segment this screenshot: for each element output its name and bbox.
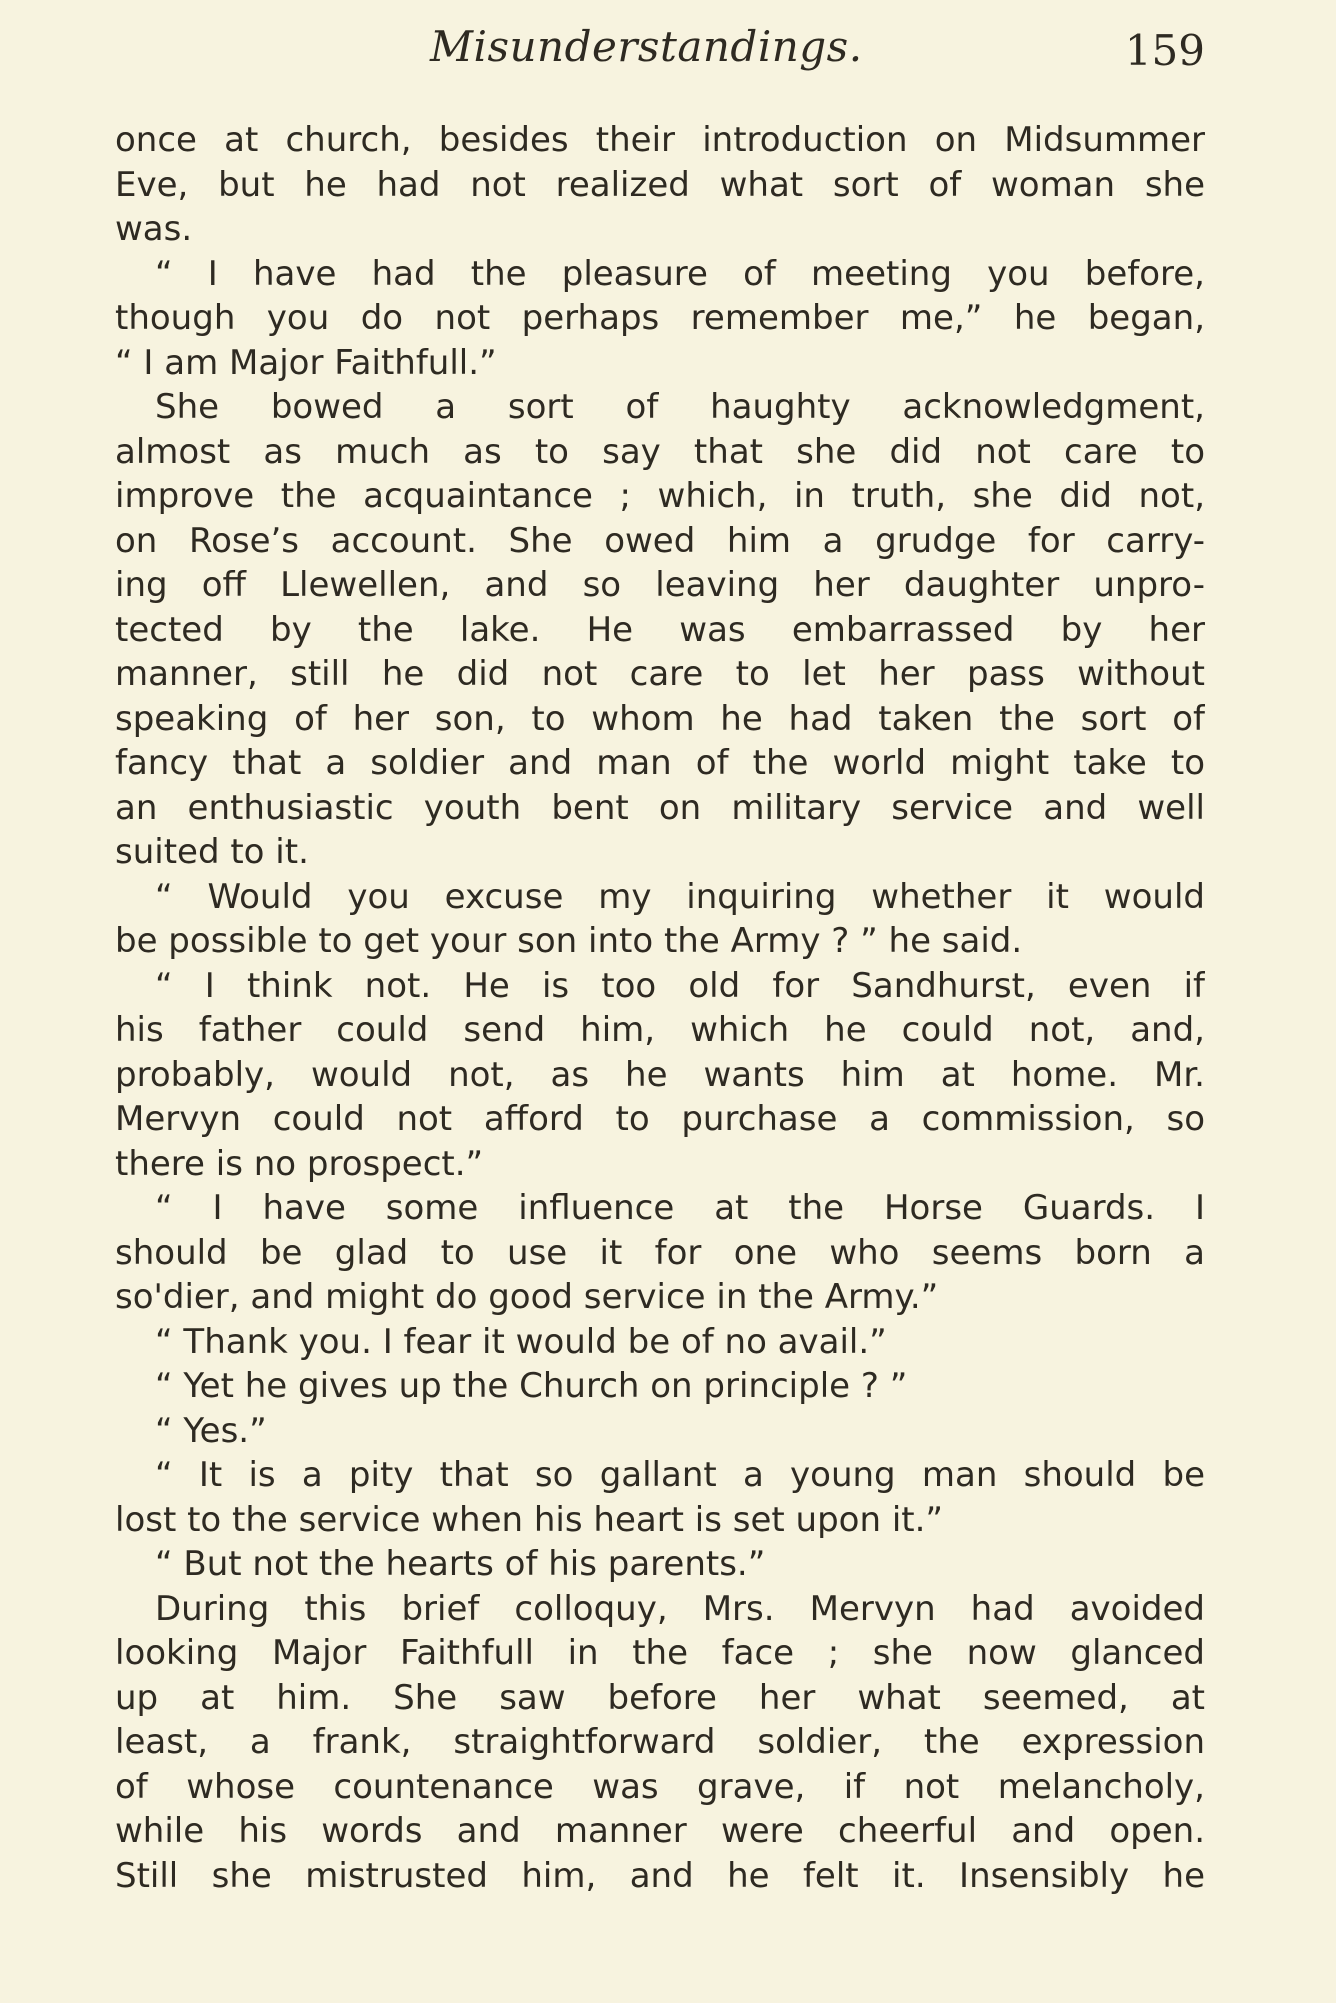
- text-line: was.: [115, 209, 193, 249]
- text-line: fancy that a soldier and man of the world might take to: [115, 743, 1205, 783]
- page-number: 159: [1124, 26, 1205, 75]
- text-line: though you do not perhaps remember me,” he began,: [115, 298, 1205, 338]
- text-line: his father could send him, which he could not, and,: [115, 1010, 1205, 1050]
- text-line: During this brief colloquy, Mrs. Mervyn had avoided: [155, 1588, 1205, 1629]
- text-line: She bowed a sort of haughty acknowledgment,: [155, 387, 1205, 427]
- text-line: Eve, but he had not realized what sort of woman she: [115, 164, 1205, 205]
- text-line: of whose countenance was grave, if not melancholy,: [115, 1766, 1205, 1807]
- text-line: so'dier, and might do good service in the Army.”: [115, 1277, 939, 1317]
- text-line: looking Major Faithfull in the face ; she now glanced: [115, 1633, 1205, 1673]
- text-line: “ I have some influence at the Horse Guards. I: [155, 1188, 1205, 1228]
- running-title: Misunderstandings.: [430, 22, 863, 71]
- text-line: suited to it.: [115, 832, 309, 872]
- text-line: should be glad to use it for one who seems born a: [115, 1232, 1205, 1273]
- text-line: improve the acquaintance ; which, in truth, she did not,: [115, 476, 1205, 516]
- text-line: up at him. She saw before her what seemed, at: [115, 1677, 1205, 1718]
- text-line: “ Would you excuse my inquiring whether it would: [155, 876, 1205, 917]
- text-line: “ Yet he gives up the Church on principle ? ”: [155, 1366, 908, 1406]
- text-line: Still she mistrusted him, and he felt it. Insensibly he: [115, 1855, 1205, 1896]
- text-line: tected by the lake. He was embarrassed by her: [115, 609, 1205, 650]
- text-line: “ But not the hearts of his parents.”: [155, 1544, 766, 1584]
- text-line: “ It is a pity that so gallant a young man should be: [155, 1455, 1205, 1495]
- text-line: “ I think not. He is too old for Sandhurst, even if: [155, 965, 1205, 1006]
- text-line: least, a frank, straightforward soldier, the expression: [115, 1722, 1205, 1762]
- text-line: ing off Llewellen, and so leaving her daughter unpro-: [115, 565, 1205, 605]
- text-line: be possible to get your son into the Army ? ” he said.: [115, 921, 1023, 961]
- text-line: Mervyn could not afford to purchase a commission, so: [115, 1099, 1205, 1139]
- page-header: [115, 22, 1205, 82]
- text-line: an enthusiastic youth bent on military service and well: [115, 787, 1205, 828]
- text-line: there is no prospect.”: [115, 1143, 484, 1184]
- text-line: almost as much as to say that she did not care to: [115, 431, 1205, 472]
- text-line: probably, would not, as he wants him at home. Mr.: [115, 1054, 1205, 1095]
- text-line: “ I have had the pleasure of meeting you before,: [155, 253, 1205, 294]
- text-line: “ Thank you. I fear it would be of no avail.”: [155, 1321, 887, 1362]
- text-line: manner, still he did not care to let her pass without: [115, 654, 1205, 694]
- text-line: once at church, besides their introduction on Midsummer: [115, 120, 1205, 160]
- text-line: “ Yes.”: [155, 1410, 267, 1451]
- text-line: on Rose’s account. She owed him a grudge for carry-: [115, 520, 1205, 561]
- text-line: lost to the service when his heart is set upon it.”: [115, 1499, 944, 1540]
- text-line: while his words and manner were cheerful and open.: [115, 1811, 1205, 1851]
- text-line: “ I am Major Faithfull.”: [115, 342, 497, 383]
- body-text: [115, 118, 1205, 1898]
- text-line: speaking of her son, to whom he had taken the sort of: [115, 698, 1205, 739]
